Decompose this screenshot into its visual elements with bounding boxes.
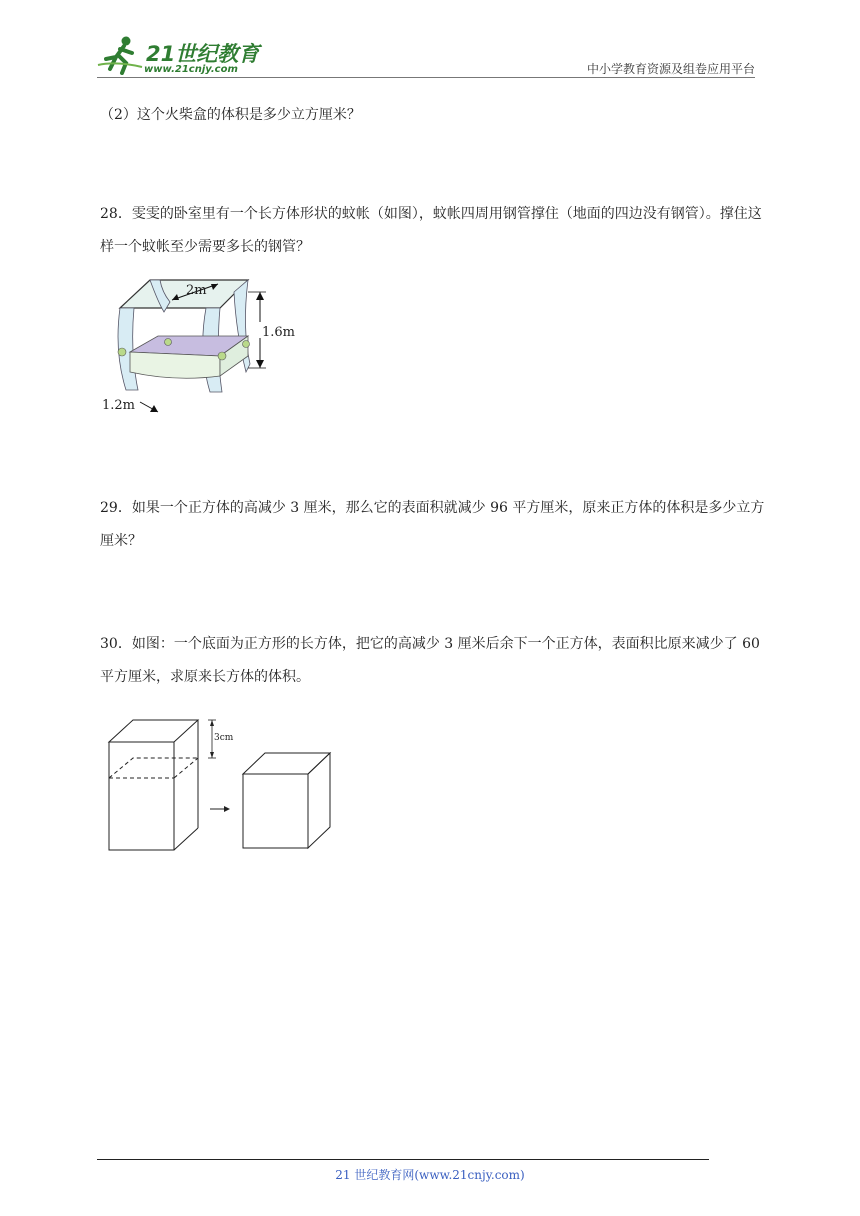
bed-length-label: 2m [186,283,207,298]
footer-text: 21 世纪教育网(www.21cnjy.com) [335,1168,525,1182]
question-27-part-2: （2）这个火柴盒的体积是多少立方厘米？ [100,107,361,123]
bed-height-label: 1.6m [262,325,296,340]
header-divider [97,77,755,78]
runner-logo-icon [96,35,146,75]
question-28: 28．雯雯的卧室里有一个长方体形状的蚊帐（如图），蚊帐四周用钢管撑住（地面的四边没有钢管）。撑住这样一个蚊帐至少需要多长的钢管？ [100,206,762,255]
platform-name: 中小学教育资源及组卷应用平台 [586,62,755,76]
logo-url: www.21cnjy.com [144,64,238,75]
footer-divider [97,1159,709,1160]
cuboid-to-cube-figure [100,712,345,857]
question-30: 30．如图：一个底面为正方形的长方体，把它的高减少 3 厘米后余下一个正方体，表面积比原来减少了 60 平方厘米，求原来长方体的体积。 [100,636,760,685]
question-29: 29．如果一个正方体的高减少 3 厘米，那么它的表面积就减少 96 平方厘米，原来正方体的体积是多少立方厘米？ [100,500,765,549]
mosquito-net-figure [100,272,300,422]
logo-text: 21世纪教育 [146,42,260,66]
bed-width-label: 1.2m [102,398,136,413]
cut-height-label: 3cm [214,733,234,743]
